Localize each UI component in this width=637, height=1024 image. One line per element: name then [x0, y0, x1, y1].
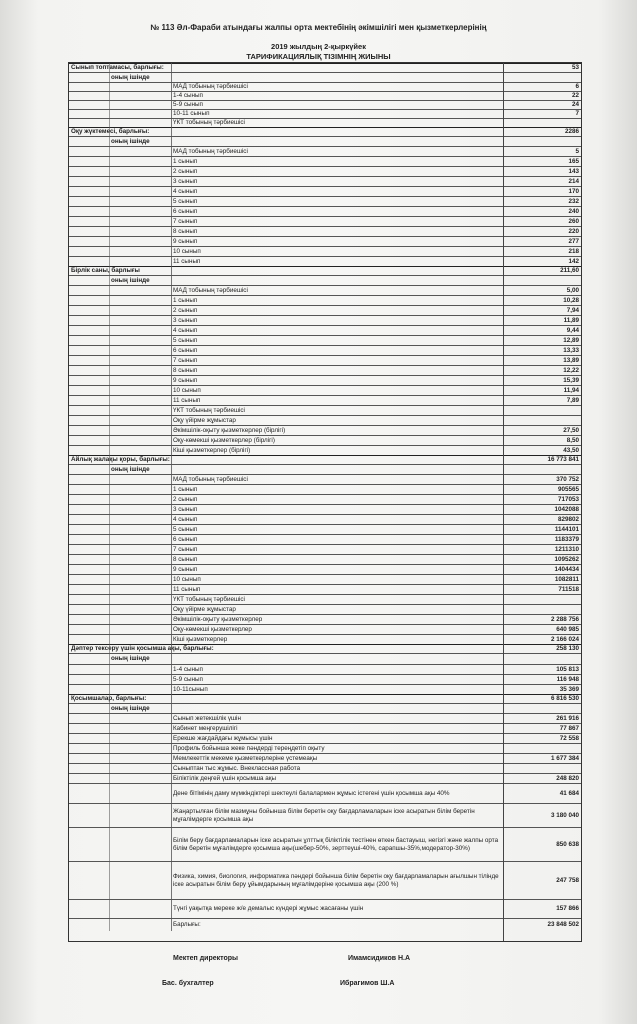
row-label: Дене бітімінің даму мүмкіндіктері шектеулі балалармен жұмыс істегені үшін қосымша ақы 40% [173, 789, 450, 797]
table-row [69, 899, 581, 918]
row-label: 6 сынып [173, 346, 198, 354]
row-value [505, 764, 579, 773]
table-row [69, 425, 581, 435]
row-label: 8 сынып [173, 555, 198, 563]
row-value: 53 [571, 64, 579, 72]
table-row [69, 733, 581, 743]
row-value: 15,39 [563, 376, 579, 384]
row-value [505, 137, 579, 146]
row-value [505, 406, 579, 415]
table-row [69, 494, 581, 504]
row-value: 165 [568, 157, 579, 165]
row-value: 10,28 [563, 296, 579, 304]
table-row [69, 554, 581, 564]
table-row [69, 118, 581, 127]
row-label: 4 сынып [173, 187, 198, 195]
value-column-divider [503, 63, 504, 941]
row-value [505, 416, 579, 425]
row-value: 5,00 [566, 286, 579, 294]
row-label: Оқу жүктемесі, барлығы: [71, 128, 150, 136]
table-row [69, 624, 581, 634]
row-label: 5 сынып [173, 525, 198, 533]
row-label: 4 сынып [173, 326, 198, 334]
row-value: 2 166 024 [550, 635, 579, 643]
row-label: 1 сынып [173, 485, 198, 493]
row-value [505, 595, 579, 604]
table-row [69, 91, 581, 100]
table-row [69, 584, 581, 594]
row-label: 7 сынып [173, 217, 198, 225]
row-value: 72 558 [559, 734, 579, 742]
row-value: 2286 [564, 128, 579, 136]
row-value [505, 744, 579, 753]
row-value: 12,89 [563, 336, 579, 344]
subheader-row [69, 464, 581, 474]
row-label: оның ішінде [111, 655, 150, 663]
table-row [69, 176, 581, 186]
table-row [69, 285, 581, 295]
document-title: ТАРИФИКАЦИЯЛЫҚ ТІЗІМНІҢ ЖИЫНЫ [246, 52, 391, 61]
table-row [69, 315, 581, 325]
row-value: 142 [568, 257, 579, 265]
row-value: 27,50 [563, 426, 579, 434]
row-label: 2 сынып [173, 495, 198, 503]
table-row [69, 375, 581, 385]
row-label: 3 сынып [173, 177, 198, 185]
table-row [69, 484, 581, 494]
row-label: оның ішінде [111, 137, 150, 145]
table-row [69, 445, 581, 455]
row-label: МАД тобының тәрбиешісі [173, 286, 248, 294]
document-date: 2019 жылдың 2-қыркүйек [271, 42, 366, 51]
row-label: 9 сынып [173, 376, 198, 384]
table-row [69, 861, 581, 899]
table-row [69, 524, 581, 534]
row-value: 23 848 502 [547, 921, 579, 929]
row-label: 11 сынып [173, 585, 201, 593]
row-value: 260 [568, 217, 579, 225]
row-label: Әкімшілік-оқыту қызметкерлер [173, 615, 263, 623]
table-row [69, 256, 581, 266]
table-row [69, 109, 581, 118]
row-value: 218 [568, 247, 579, 255]
row-value: 711518 [558, 585, 579, 593]
row-value: 640 985 [556, 625, 579, 633]
row-label: ҮКТ тобының тәрбиешісі [173, 119, 245, 127]
row-value: 717053 [557, 495, 579, 503]
row-label: Сынып топтамасы, барлығы: [71, 64, 164, 72]
table-row [69, 753, 581, 763]
row-value: 1183379 [554, 535, 579, 543]
table-row [69, 763, 581, 773]
row-value: 8,50 [566, 436, 579, 444]
table-row [69, 325, 581, 335]
row-value: 12,22 [563, 366, 579, 374]
row-label: 6 сынып [173, 535, 198, 543]
table-row [69, 166, 581, 176]
row-label: ҮКТ тобының тәрбиешісі [173, 406, 245, 414]
row-label: 10 сынып [173, 386, 201, 394]
section-row [69, 63, 581, 72]
row-value: 1042088 [554, 505, 579, 513]
row-label: МАД тобының тәрбиешісі [173, 83, 248, 91]
table-row [69, 773, 581, 783]
row-value: 157 866 [556, 905, 579, 913]
table-row [69, 783, 581, 803]
table-row [69, 534, 581, 544]
row-value: 13,89 [563, 356, 579, 364]
table-row [69, 82, 581, 91]
row-label: Оқу үйірме жұмыстар [173, 416, 236, 424]
row-value: 35 369 [559, 685, 579, 693]
row-label: Мемлекеттік мекеме қызметкерлеріне үстемеақы [173, 754, 318, 762]
row-value [505, 605, 579, 614]
row-label: 1-4 сынып [173, 92, 203, 100]
table-row [69, 395, 581, 405]
row-label: 5-9 сынып [173, 101, 203, 109]
table-row [69, 415, 581, 425]
row-label: 2 сынып [173, 306, 198, 314]
section-row [69, 455, 581, 464]
accountant-name: Ибрагимов Ш.А [340, 980, 395, 987]
row-value: 116 948 [556, 675, 579, 683]
row-value [505, 119, 579, 127]
row-value [505, 465, 579, 474]
row-value: 22 [571, 92, 579, 100]
table-row [69, 335, 581, 345]
row-value: 905565 [557, 485, 579, 493]
row-label: Қосымшалар, барлығы: [71, 695, 147, 703]
table-row [69, 385, 581, 395]
row-label: МАД тобының тәрбиешісі [173, 147, 248, 155]
row-label: Айлық жалақы қоры, барлығы: [71, 456, 170, 464]
table-row [69, 713, 581, 723]
table-row [69, 365, 581, 375]
table-row [69, 544, 581, 554]
row-label: 4 сынып [173, 515, 198, 523]
row-value: 240 [568, 207, 579, 215]
row-value [505, 654, 579, 664]
document-title-line1: № 113 Әл-Фараби атындағы жалпы орта мектебінің әкімшілігі мен қызметкерлерінің [150, 23, 487, 32]
row-label: 5 сынып [173, 336, 198, 344]
table-row [69, 206, 581, 216]
row-value: 214 [568, 177, 579, 185]
row-label: Дәптер тексеру үшін қосымша ақы, барлығы: [71, 645, 214, 653]
row-value: 11,94 [563, 386, 579, 394]
row-value: 850 638 [556, 840, 579, 848]
row-label: 5 сынып [173, 197, 198, 205]
indent-divider [171, 63, 172, 931]
row-value [505, 73, 579, 82]
row-label: 7 сынып [173, 356, 198, 364]
row-value: 7 [575, 110, 579, 118]
row-label: Жаңартылған білім мазмұны бойынша білім беретін оқу бағдарламаларын іске асыратын білім беретін мұғалімдерге қосымша ақы [173, 808, 475, 823]
row-label: 8 сынып [173, 227, 198, 235]
row-label: Сыныптан тыс жұмыс. Внеклассная работа [173, 764, 301, 772]
row-value: 829802 [557, 515, 579, 523]
row-value: 7,89 [566, 396, 579, 404]
table-row [69, 435, 581, 445]
table-row [69, 674, 581, 684]
row-label: 10-11сынып [173, 685, 208, 693]
row-value: 105 813 [556, 665, 579, 673]
row-label: 1-4 сынып [173, 665, 203, 673]
table-row [69, 504, 581, 514]
subheader-row [69, 275, 581, 285]
accountant-title: Бас. бухгалтер [162, 980, 214, 987]
row-value: 220 [568, 227, 579, 235]
row-label: 9 сынып [173, 565, 198, 573]
row-label: оның ішінде [111, 704, 150, 712]
row-value [505, 276, 579, 285]
table-row [69, 664, 581, 674]
subheader-row [69, 72, 581, 82]
table-row [69, 146, 581, 156]
tariff-table [68, 62, 582, 942]
row-label: 9 сынып [173, 237, 198, 245]
section-row [69, 694, 581, 703]
row-label: Кіші қызметкерлер [173, 635, 228, 643]
row-label: 6 сынып [173, 207, 198, 215]
table-row [69, 614, 581, 624]
section-row [69, 127, 581, 136]
row-label: Физика, химия, биология, информатика пәндері бойынша білім беретін оқу бағдарламаларын ағылшын тілінде іске асыратын білім беру ұйымдарының мұғалімдеріне қосымша ақы (200 %) [173, 873, 499, 888]
row-value: 2 288 756 [550, 615, 579, 623]
row-value: 1144101 [554, 525, 579, 533]
table-row [69, 743, 581, 753]
table-row [69, 216, 581, 226]
table-row [69, 226, 581, 236]
row-value [505, 704, 579, 713]
row-value: 247 758 [556, 876, 579, 884]
table-row [69, 355, 581, 365]
row-value: 248 820 [556, 774, 579, 782]
row-label: Білім беру бағдарламаларын іске асыратын ұлттық біліктілік тестінен өткен бастауыш, негізгі және жалпы орта білім беретін мұғалімдерге қосымша ақы(шебер-50%, зерттеуші-40%, сарапшы-35%,модератор-30%) [173, 837, 499, 852]
table-row [69, 918, 581, 931]
row-label: Оқу үйірме жұмыстар [173, 605, 236, 613]
row-label: 3 сынып [173, 505, 198, 513]
row-label: 3 сынып [173, 316, 198, 324]
row-label: оның ішінде [111, 465, 150, 473]
table-row [69, 100, 581, 109]
row-label: Оқу-көмекші қызметкерлер [173, 625, 252, 633]
row-value: 143 [568, 167, 579, 175]
table-row [69, 246, 581, 256]
row-value: 232 [568, 197, 579, 205]
table-row [69, 634, 581, 644]
table-row [69, 684, 581, 694]
row-value: 6 [575, 83, 579, 91]
table-row [69, 827, 581, 861]
row-value: 24 [571, 101, 579, 109]
table-row [69, 474, 581, 484]
row-value: 3 180 040 [550, 811, 579, 819]
row-value: 1082811 [554, 575, 579, 583]
section-row [69, 644, 581, 653]
row-label: 7 сынып [173, 545, 198, 553]
row-label: оның ішінде [111, 73, 150, 81]
table-row [69, 236, 581, 246]
row-value: 211,60 [560, 267, 579, 275]
director-name: Имамсидиков Н.А [348, 955, 411, 962]
table-row [69, 345, 581, 355]
row-label: 2 сынып [173, 167, 198, 175]
director-title: Мектеп директоры [173, 955, 239, 962]
row-value: 1211310 [554, 545, 579, 553]
row-label: Оқу-көмекші қызметкерлер (бірлігі) [173, 436, 275, 444]
row-label: 11 сынып [173, 257, 201, 265]
row-label: 10 сынып [173, 247, 201, 255]
subheader-row [69, 653, 581, 664]
row-label: Әкімшілік-оқыту қызметкерлер (бірлігі) [173, 426, 286, 434]
row-value: 43,50 [563, 446, 579, 454]
row-label: оның ішінде [111, 276, 150, 284]
row-value: 170 [568, 187, 579, 195]
row-label: ҮКТ тобының тәрбиешісі [173, 595, 245, 603]
row-label: 10 сынып [173, 575, 201, 583]
row-label: Бірлік саны, барлығы [71, 267, 140, 275]
row-label: Барлығы: [173, 921, 201, 929]
row-label: 11 сынып [173, 396, 201, 404]
row-value: 16 773 841 [547, 456, 579, 464]
row-value: 1404434 [554, 565, 579, 573]
row-value: 6 816 530 [550, 695, 579, 703]
row-value: 9,44 [566, 326, 579, 334]
row-label: Біліктілік деңгей үшін қосымша ақы [173, 774, 277, 782]
row-label: 10-11 сынып [173, 110, 210, 118]
row-label: 8 сынып [173, 366, 198, 374]
row-value: 370 752 [556, 475, 579, 483]
table-row [69, 723, 581, 733]
table-row [69, 514, 581, 524]
row-label: Сынып жетекшілік үшін [173, 714, 241, 722]
row-value: 7,94 [566, 306, 579, 314]
row-value: 1 677 384 [550, 754, 579, 762]
row-label: Кіші қызметкерлер (бірлігі) [173, 446, 251, 454]
subheader-row [69, 703, 581, 713]
row-value: 11,89 [563, 316, 579, 324]
row-value: 1095262 [554, 555, 579, 563]
row-label: 1 сынып [173, 296, 198, 304]
row-label: 1 сынып [173, 157, 198, 165]
row-label: Кабинет меңгерушілігі [173, 724, 238, 732]
table-row [69, 186, 581, 196]
table-row [69, 156, 581, 166]
row-value: 277 [568, 237, 579, 245]
row-value: 13,33 [563, 346, 579, 354]
row-label: Ерекше жағдайдағы жұмысы үшін [173, 734, 273, 742]
table-row [69, 196, 581, 206]
table-row [69, 574, 581, 584]
row-value: 258 130 [556, 645, 579, 653]
table-row [69, 295, 581, 305]
row-value: 5 [575, 147, 579, 155]
row-value: 41 684 [559, 789, 579, 797]
row-label: 5-9 сынып [173, 675, 203, 683]
indent-divider [109, 63, 110, 931]
row-label: МАД тобының тәрбиешісі [173, 475, 248, 483]
subheader-row [69, 136, 581, 146]
row-label: Профиль бойынша жеке пәндерді тереңдетіп оқыту [173, 744, 325, 752]
row-value: 77 867 [559, 724, 579, 732]
row-label: Түнгі уақытқа мереке ж/е демалыс күндері жұмыс жасағаны үшін [173, 905, 364, 913]
row-value: 261 916 [556, 714, 579, 722]
table-row [69, 405, 581, 415]
table-row [69, 604, 581, 614]
table-row [69, 594, 581, 604]
table-row [69, 564, 581, 574]
section-row [69, 266, 581, 275]
table-row [69, 803, 581, 827]
table-row [69, 305, 581, 315]
